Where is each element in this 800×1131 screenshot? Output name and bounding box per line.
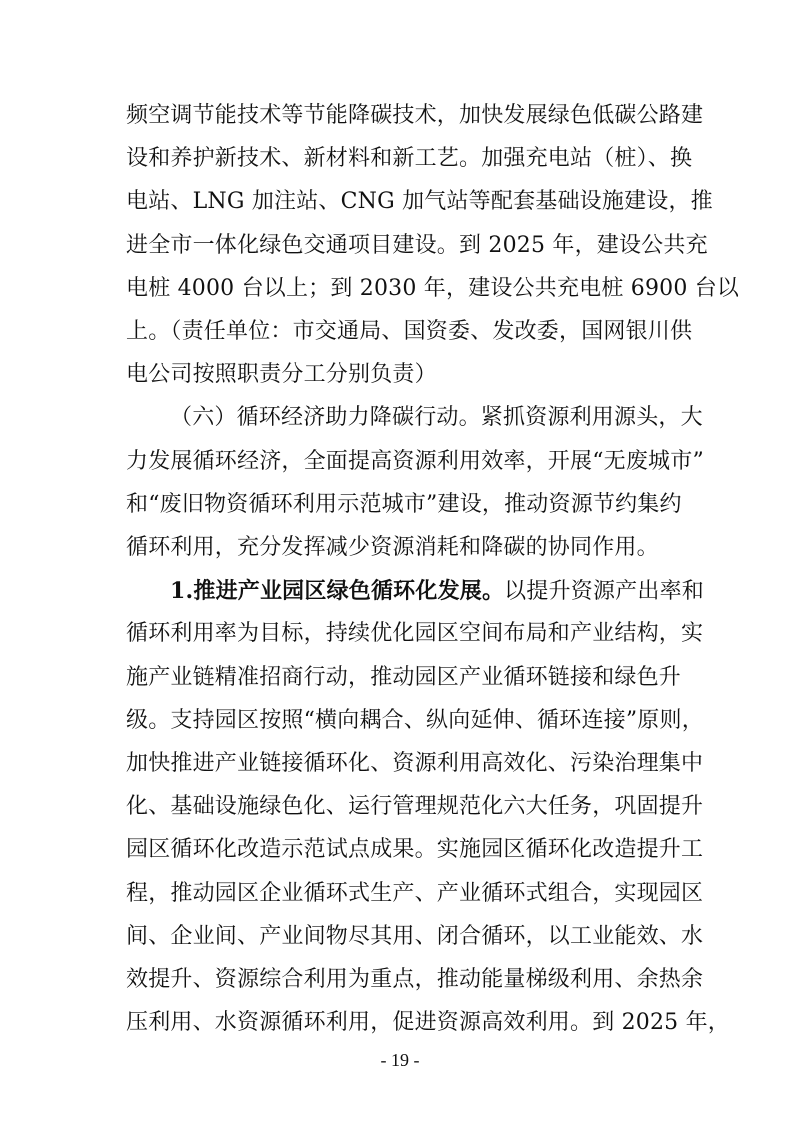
body-text-line: 效提升、资源综合利用为重点，推动能量梯级利用、余热余 [126, 967, 704, 992]
subsection-text: 以提升资源产出率和 [504, 579, 704, 605]
body-text-line: 循环利用率为目标，持续优化园区空间布局和产业结构，实 [126, 621, 704, 647]
body-text-line: 电公司按照职责分工分别负责） [126, 362, 437, 388]
subsection-line [170, 571, 704, 611]
body-text-line: 和“废旧物资循环利用示范城市”建设，推动资源节约集约 [126, 491, 682, 517]
body-text-line: 力发展循环经济，全面提高资源利用效率，开展“无废城市” [126, 448, 704, 474]
body-text-line: 频空调节能技术等节能降碳技术，加快发展绿色低碳公路建 [126, 103, 704, 128]
body-text-line: 设和养护新技术、新材料和新工艺。加强充电站（桩）、换 [126, 146, 693, 172]
body-text-line: 施产业链精准招商行动，推动园区产业循环链接和绿色升 [126, 664, 682, 690]
body-text-line: 园区循环化改造示范试点成果。实施园区循环化改造提升工 [126, 837, 704, 863]
body-text-line: 电桩 4000 台以上；到 2030 年，建设公共充电桩 6900 台以 [126, 275, 740, 301]
section-heading-line: （六）循环经济助力降碳行动。紧抓资源利用源头，大 [170, 405, 703, 431]
page-number: - 19 - [380, 1050, 420, 1071]
body-text-line: 程，推动园区企业循环式生产、产业循环式组合，实现园区 [126, 880, 704, 906]
subsection-heading: 1.推进产业园区绿色循环化发展。 [170, 578, 505, 605]
body-text-line: 进全市一体化绿色交通项目建设。到 2025 年，建设公共充 [126, 232, 708, 258]
body-text-line: 循环利用，充分发挥减少资源消耗和降碳的协同作用。 [126, 535, 659, 560]
body-text-line: 加快推进产业链接循环化、资源利用高效化、污染治理集中 [126, 751, 704, 776]
body-text-line: 压利用、水资源循环利用，促进资源高效利用。到 2025 年， [126, 1010, 730, 1036]
body-text-line: 间、企业间、产业间物尽其用、闭合循环，以工业能效、水 [126, 923, 704, 949]
body-text-line: 级。支持园区按照“横向耦合、纵向延伸、循环连接”原则， [126, 707, 704, 733]
body-text-line: 上。（责任单位：市交通局、国资委、发改委，国网银川供 [126, 319, 693, 344]
body-text-line: 电站、LNG 加注站、CNG 加气站等配套基础设施建设，推 [126, 189, 713, 215]
body-text-line: 化、基础设施绿色化、运行管理规范化六大任务，巩固提升 [126, 794, 704, 820]
